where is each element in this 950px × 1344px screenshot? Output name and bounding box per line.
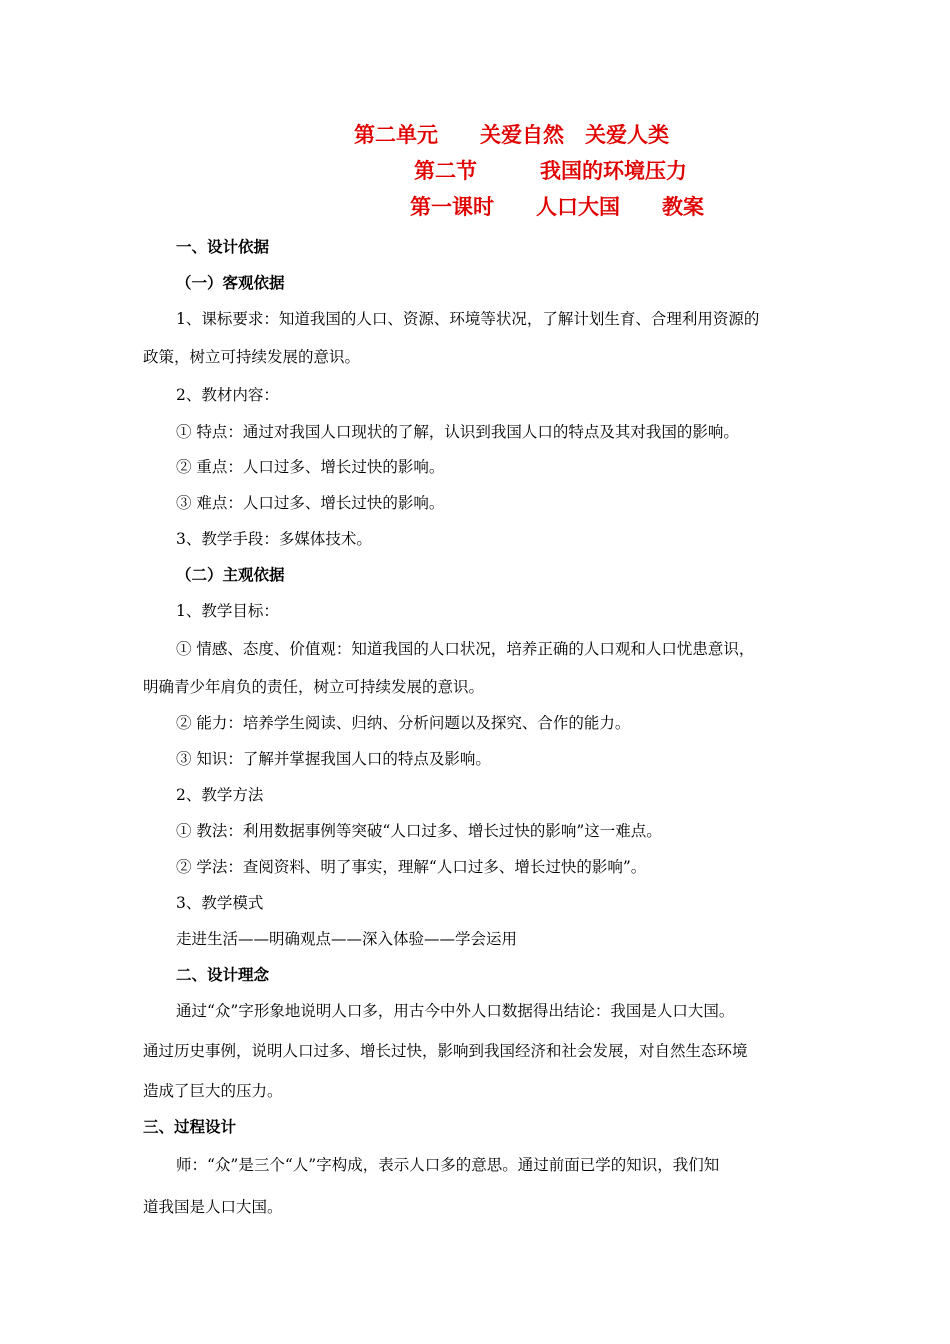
paragraph-line: 3、教学手段：多媒体技术。 <box>176 530 372 548</box>
paragraph-line: 走进生活——明确观点——深入体验——学会运用 <box>176 930 518 948</box>
paragraph-line: 造成了巨大的压力。 <box>143 1082 283 1100</box>
paragraph-line: 明确青少年肩负的责任，树立可持续发展的意识。 <box>143 678 485 696</box>
paragraph-line: ② 学法：查阅资料、明了事实，理解“人口过多、增长过快的影响”。 <box>176 858 647 876</box>
paragraph-line: ③ 知识：了解并掌握我国人口的特点及影响。 <box>176 750 491 768</box>
paragraph-line: 师：“众”是三个“人”字构成，表示人口多的意思。通过前面已学的知识，我们知 <box>176 1156 720 1174</box>
paragraph-line: 政策，树立可持续发展的意识。 <box>143 348 361 366</box>
section-title: 第二节 我国的环境压力 <box>414 159 687 183</box>
lesson-title: 第一课时 人口大国 教案 <box>410 195 704 219</box>
paragraph-line: ③ 难点：人口过多、增长过快的影响。 <box>176 494 445 512</box>
paragraph-line: 通过“众”字形象地说明人口多，用古今中外人口数据得出结论：我国是人口大国。 <box>176 1002 735 1020</box>
paragraph-line: 2、教学方法 <box>176 786 264 804</box>
paragraph-line: 通过历史事例，说明人口过多、增长过快，影响到我国经济和社会发展，对自然生态环境 <box>143 1042 748 1060</box>
paragraph-line: 1、教学目标： <box>176 602 279 620</box>
paragraph-line: 3、教学模式 <box>176 894 264 912</box>
subheading-subjective-basis: （二）主观依据 <box>176 566 285 584</box>
unit-title: 第二单元 关爱自然 关爱人类 <box>354 123 669 147</box>
heading-design-basis: 一、设计依据 <box>176 238 270 256</box>
paragraph-line: 道我国是人口大国。 <box>143 1198 283 1216</box>
heading-process-design: 三、过程设计 <box>143 1118 237 1136</box>
paragraph-line: 1、课标要求：知道我国的人口、资源、环境等状况，了解计划生育、合理利用资源的 <box>176 310 760 328</box>
paragraph-line: ② 重点：人口过多、增长过快的影响。 <box>176 458 445 476</box>
paragraph-line: 2、教材内容： <box>176 386 279 404</box>
paragraph-line: ① 教法：利用数据事例等突破“人口过多、增长过快的影响”这一难点。 <box>176 822 662 840</box>
heading-design-concept: 二、设计理念 <box>176 966 270 984</box>
subheading-objective-basis: （一）客观依据 <box>176 274 285 292</box>
paragraph-line: ② 能力：培养学生阅读、归纳、分析问题以及探究、合作的能力。 <box>176 714 631 732</box>
paragraph-line: ① 情感、态度、价值观：知道我国的人口状况，培养正确的人口观和人口忧患意识， <box>176 640 755 658</box>
paragraph-line: ① 特点：通过对我国人口现状的了解，认识到我国人口的特点及其对我国的影响。 <box>176 423 739 441</box>
